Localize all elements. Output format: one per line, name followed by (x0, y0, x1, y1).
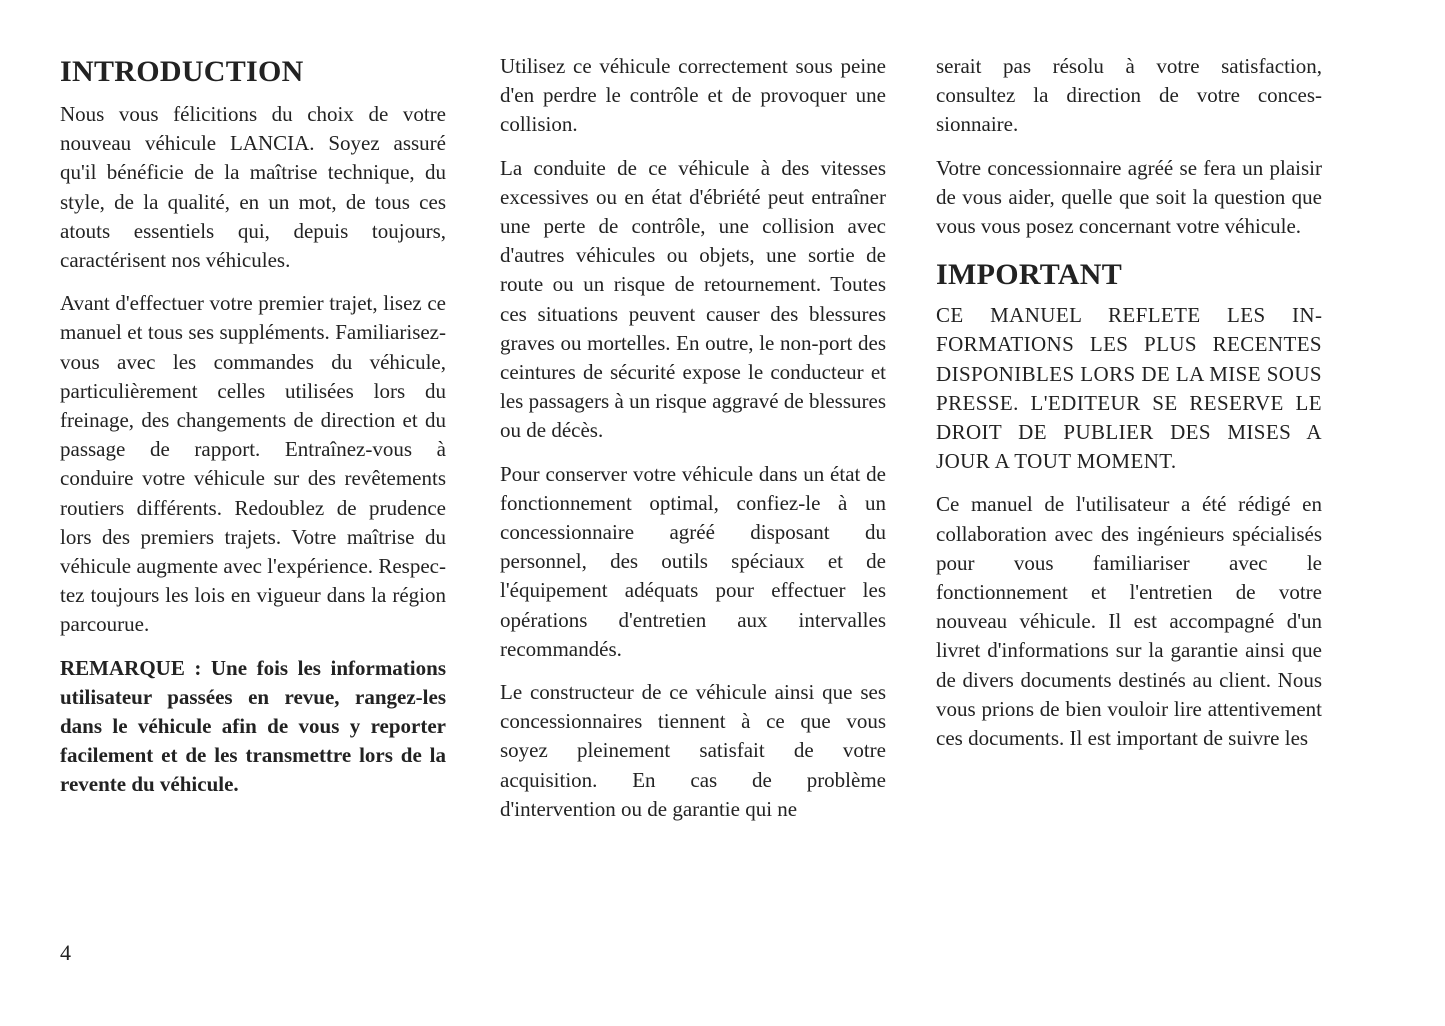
intro-paragraph-congratulations: Nous vous félicitions du choix de votre nouveau véhicule LANCIA. Soyez assuré qu'il bénéficie de la maîtrise technique, du style, de la qualité, en un mot, de tous ces atouts essentiels qui, depuis toujours, caractérisent nos véhicules. (60, 102, 446, 273)
introduction-heading: INTRODUCTION (60, 55, 304, 88)
paragraph-satisfaction: Le constructeur de ce véhicule ainsi que ses concessionnaires tiennent à ce que vous soyez pleinement satisfait de votre acquisition. En cas de problème d'intervention ou de garantie qui ne (500, 680, 886, 821)
column-left (60, 52, 446, 814)
important-heading: IMPORTANT (936, 258, 1123, 292)
important-notice: CE MANUEL REFLETE LES INFORMATIONS LES PLUS RECENTES DISPONIBLES LORS DE LA MISE SOUS PRESSE. L'EDITEUR SE RESERVE LE DROIT DE PUBLIER DES MISES A JOUR A TOUT MOMENT. (936, 303, 1322, 474)
paragraph-maintenance: Pour conserver votre véhicule dans un état de fonctionnement optimal, confiez-le à un concessionnaire agréé disposant du personnel, des outils spéciaux et de l'équipement adéquats pour effectuer les opérations d'entretien aux intervalles recommandés. (500, 461, 886, 661)
page-number: 4 (60, 940, 71, 965)
paragraph-user-manual: Ce manuel de l'utilisateur a été rédigé en collaboration avec des ingénieurs spécialisés pour vous familiariser avec le fonctionnement et l'entretien de votre nouveau véhicule. Il est accompagné d'un livret d'informations sur la garantie ainsi que de divers documents destinés au client. Nous vous prions de bien vouloir lire attentivement ces documents. Il est important de suivre les (936, 492, 1322, 751)
intro-paragraph-first-trip: Avant d'effectuer votre premier trajet, lisez ce manuel et tous ses suppléments. Familiarisez-vous avec les commandes du véhicule, particulièrement celles utilisées lors du freinage, des changements de direction et du passage de rapport. Entraînez-vous à conduire votre véhicule sur des revêtements routiers différents. Redoublez de prudence lors des premiers trajets. Votre maîtrise du véhicule augmente avec l'expérience. Respectez toujours les lois en vigueur dans la région parcourue. (60, 291, 446, 637)
column-right (936, 52, 1322, 767)
paragraph-dealer-direction: serait pas résolu à votre satisfaction, consultez la direction de votre concessionnaire. (936, 54, 1322, 137)
column-middle (500, 52, 886, 838)
remark-paragraph: REMARQUE : Une fois les informations utilisateur passées en revue, rangez-les dans le véhicule afin de vous y reporter facilement et de les transmettre lors de la revente du véhicule. (60, 655, 446, 797)
paragraph-driving-risks: La conduite de ce véhicule à des vitesses excessives ou en état d'ébriété peut entraîner une perte de contrôle, une collision avec d'autres véhicules ou objets, une sortie de route ou un risque de retournement. Toutes ces situations peuvent causer des blessures graves ou mortelles. En outre, le non-port des ceintures de sécurité expose le conducteur et les passagers à un risque aggravé de blessures ou de décès. (500, 155, 886, 443)
paragraph-dealer-help: Votre concessionnaire agréé se fera un plaisir de vous aider, quelle que soit la question que vous vous posez concernant votre véhicule. (936, 155, 1322, 239)
paragraph-correct-use: Utilisez ce véhicule correctement sous peine d'en perdre le contrôle et de provoquer une collision. (500, 54, 886, 137)
